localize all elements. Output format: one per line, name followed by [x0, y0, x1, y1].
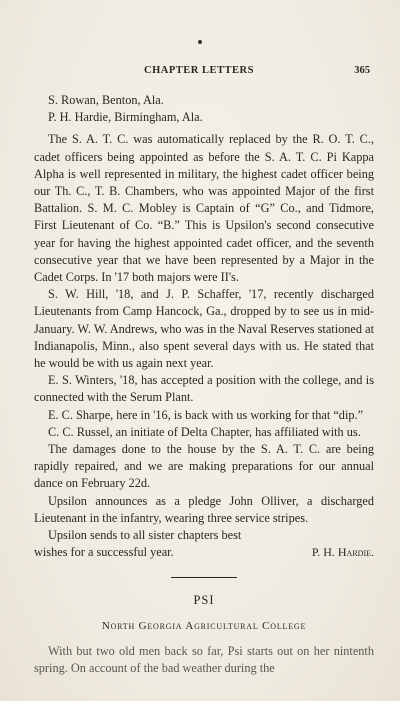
paragraph-russel: C. C. Russel, an initiate of Delta Chapter, has affiliated with us. [48, 424, 361, 439]
signature: P. H. Hardie. [311, 545, 374, 560]
section-divider [171, 577, 237, 578]
paragraph-closing [34, 527, 374, 561]
page-number: 365 [354, 65, 370, 76]
paragraph-house-repairs: The damages done to the house by the S. A. T. C. are being rapidly repaired, and we are making preparations for our annual dance on February 22d. [34, 442, 374, 491]
paragraph-olliver: Upsilon announces as a pledge John Olliver, a discharged Lieutenant in the infantry, wearing three service stripes. [34, 493, 374, 525]
body-text [34, 92, 374, 677]
paragraph-satc: The S. A. T. C. was automatically replaced by the R. O. T. C., cadet officers being appointed as before the S. A. T. C. Pi Kappa Alpha is well represented in military, the highest cadet officer being our Th. C., T. B. Chambers, who was appointed Major of the first Battalion. S. M. C. Mobley is Captain of “G” Co., and Tidmore, First Lieutenant of Co. “B.” This is Upsilon's second consecutive year for having the highest appointed cadet officer, and the seventh consecutive year that we have been represented by a Major in the Cadet Corps. In '17 both majors were II's. [34, 132, 374, 285]
printer-dot-mark [198, 40, 202, 44]
page-header [28, 64, 370, 78]
college-name: North Georgia Agricultural College [101, 619, 307, 632]
closing-text: Upsilon sends to all sister chapters best wishes for a successful year. [34, 528, 242, 560]
paragraph-hill-schaffer: S. W. Hill, '18, and J. P. Schaffer, '17, recently discharged Lieutenants from Camp Hancock, Ga., dropped by to see us in mid-January. W. W. Andrews, who was in the Naval Reserves stationed at Indianapolis, Minn., also spent several days with us. He stated that he would be with us again next year. [34, 287, 374, 371]
paragraph-hardie-address: P. H. Hardie, Birmingham, Ala. [48, 110, 203, 125]
paragraph-rowan: S. Rowan, Benton, Ala. [48, 93, 164, 107]
running-head: CHAPTER LETTERS [144, 65, 254, 76]
paragraph-psi-opening: With but two old men back so far, Psi starts out on her nintenth spring. On account of the bad weather during the [34, 643, 374, 676]
paragraph-winters: E. S. Winters, '18, has accepted a position with the college, and is connected with the Serum Plant. [34, 373, 374, 405]
section-title: PSI [193, 593, 215, 608]
paragraph-sharpe: E. C. Sharpe, here in '16, is back with us working for that “dip.” [48, 407, 364, 422]
